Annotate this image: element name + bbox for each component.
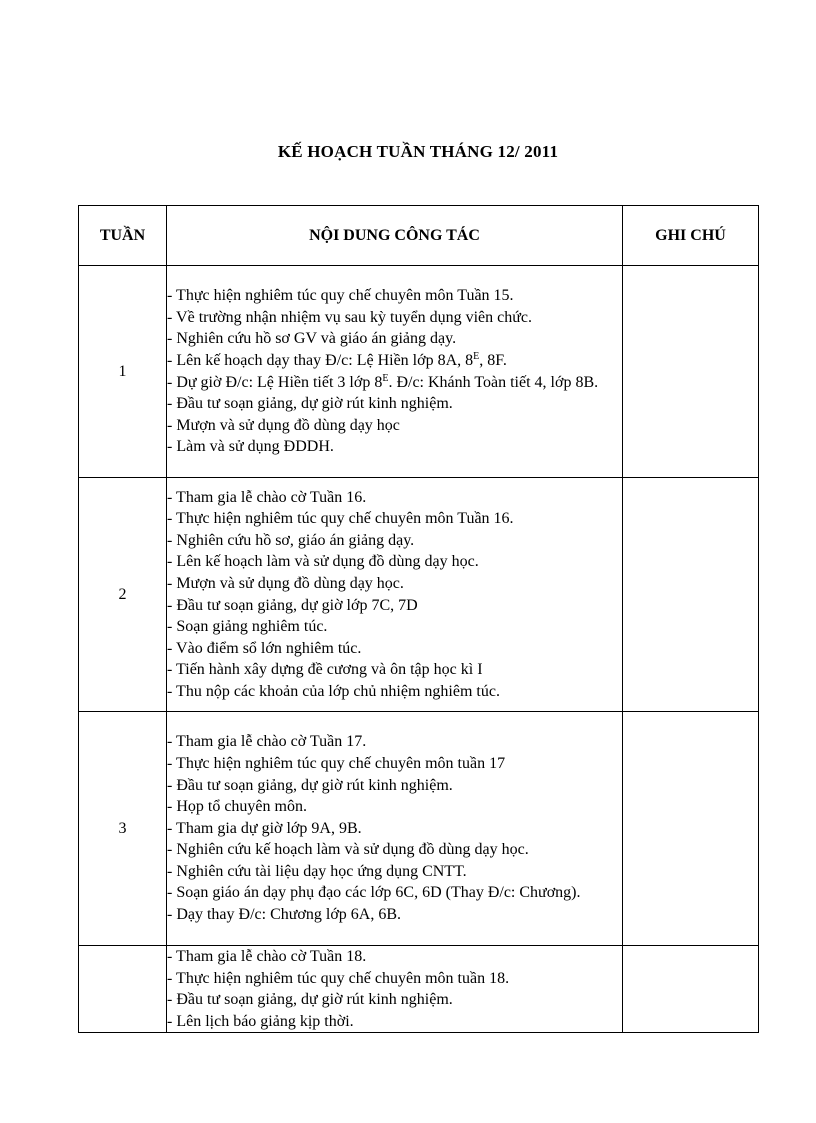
week-number: 2 — [79, 478, 167, 712]
table-row — [79, 266, 759, 478]
weekly-plan-table — [78, 205, 759, 1033]
list-item-text: - Dự giờ Đ/c: Lệ Hiền tiết 3 lớp 8 — [167, 373, 383, 391]
list-item: - Tham gia dự giờ lớp 9A, 9B. — [167, 819, 362, 837]
list-item — [167, 372, 622, 394]
list-item: - Đầu tư soạn giảng, dự giờ lớp 7C, 7D — [167, 596, 418, 614]
table-row — [79, 712, 759, 946]
list-item: - Tham gia lễ chào cờ Tuần 18. — [167, 948, 367, 965]
list-item: - Tham gia lễ chào cờ Tuần 16. — [167, 488, 367, 506]
table-row — [79, 478, 759, 712]
week-number: 3 — [79, 712, 167, 946]
week-number — [79, 946, 167, 1033]
list-item: - Vào điểm sổ lớn nghiêm túc. — [167, 639, 362, 657]
header-week: TUẦN — [79, 206, 167, 266]
table-header-row — [79, 206, 759, 266]
week-content — [167, 266, 623, 478]
week-note — [623, 712, 759, 946]
header-content: NỘI DUNG CÔNG TÁC — [167, 206, 623, 266]
list-item: - Thực hiện nghiêm túc quy chế chuyên môn tuần 17 — [167, 754, 506, 772]
list-item: - Đầu tư soạn giảng, dự giờ rút kinh nghiệm. — [167, 776, 453, 794]
list-item: - Mượn và sử dụng đồ dùng dạy học — [167, 416, 400, 434]
list-item: - Nghiên cứu hồ sơ GV và giáo án giảng dạy. — [167, 330, 457, 348]
list-item: - Tham gia lễ chào cờ Tuần 17. — [167, 733, 367, 751]
week-note — [623, 478, 759, 712]
list-item: - Thực hiện nghiêm túc quy chế chuyên môn Tuần 15. — [167, 287, 514, 305]
list-item: - Soạn giáo án dạy phụ đạo các lớp 6C, 6D (Thay Đ/c: Chương). — [167, 884, 581, 902]
list-item-text: , 8F. — [479, 351, 507, 369]
list-item: - Nghiên cứu kế hoạch làm và sử dụng đồ dùng dạy học. — [167, 841, 529, 859]
list-item: - Thực hiện nghiêm túc quy chế chuyên môn Tuần 16. — [167, 510, 514, 528]
list-item: - Tiến hành xây dựng đề cương và ôn tập học kì I — [167, 661, 483, 679]
week-note — [623, 946, 759, 1033]
list-item-text: . Đ/c: Khánh Toàn tiết 4, lớp 8B. — [388, 373, 599, 391]
list-item: - Họp tổ chuyên môn. — [167, 798, 307, 816]
list-item: - Thực hiện nghiêm túc quy chế chuyên môn tuần 18. — [167, 969, 510, 987]
list-item: - Nghiên cứu tài liệu dạy học ứng dụng CNTT. — [167, 862, 467, 880]
list-item: - Soạn giảng nghiêm túc. — [167, 618, 328, 636]
week-note — [623, 266, 759, 478]
week-content — [167, 946, 623, 1033]
week-number: 1 — [79, 266, 167, 478]
list-item: - Thu nộp các khoản của lớp chủ nhiệm nghiêm túc. — [167, 682, 500, 700]
list-item: - Nghiên cứu hồ sơ, giáo án giảng dạy. — [167, 531, 415, 549]
table-row — [79, 946, 759, 1033]
list-item: - Mượn và sử dụng đồ dùng dạy học. — [167, 574, 404, 592]
superscript: E — [382, 372, 389, 384]
list-item: - Đầu tư soạn giảng, dự giờ rút kinh nghiệm. — [167, 991, 453, 1009]
week-content — [167, 478, 623, 712]
list-item: - Lên kế hoạch làm và sử dụng đồ dùng dạy học. — [167, 553, 479, 571]
page-title: KẾ HOẠCH TUẦN THÁNG 12/ 2011 — [277, 142, 559, 161]
list-item: - Làm và sử dụng ĐDDH. — [167, 438, 334, 456]
superscript: E — [473, 350, 480, 362]
list-item: - Dạy thay Đ/c: Chương lớp 6A, 6B. — [167, 906, 402, 924]
week-content — [167, 712, 623, 946]
list-item: - Về trường nhận nhiệm vụ sau kỳ tuyển dụng viên chức. — [167, 308, 532, 326]
list-item: - Đầu tư soạn giảng, dự giờ rút kinh nghiệm. — [167, 395, 453, 413]
list-item: - Lên lịch báo giảng kịp thời. — [167, 1012, 354, 1030]
list-item — [167, 350, 622, 372]
header-note: GHI CHÚ — [623, 206, 759, 266]
list-item-text: - Lên kế hoạch dạy thay Đ/c: Lệ Hiền lớp 8A, 8 — [167, 351, 474, 369]
